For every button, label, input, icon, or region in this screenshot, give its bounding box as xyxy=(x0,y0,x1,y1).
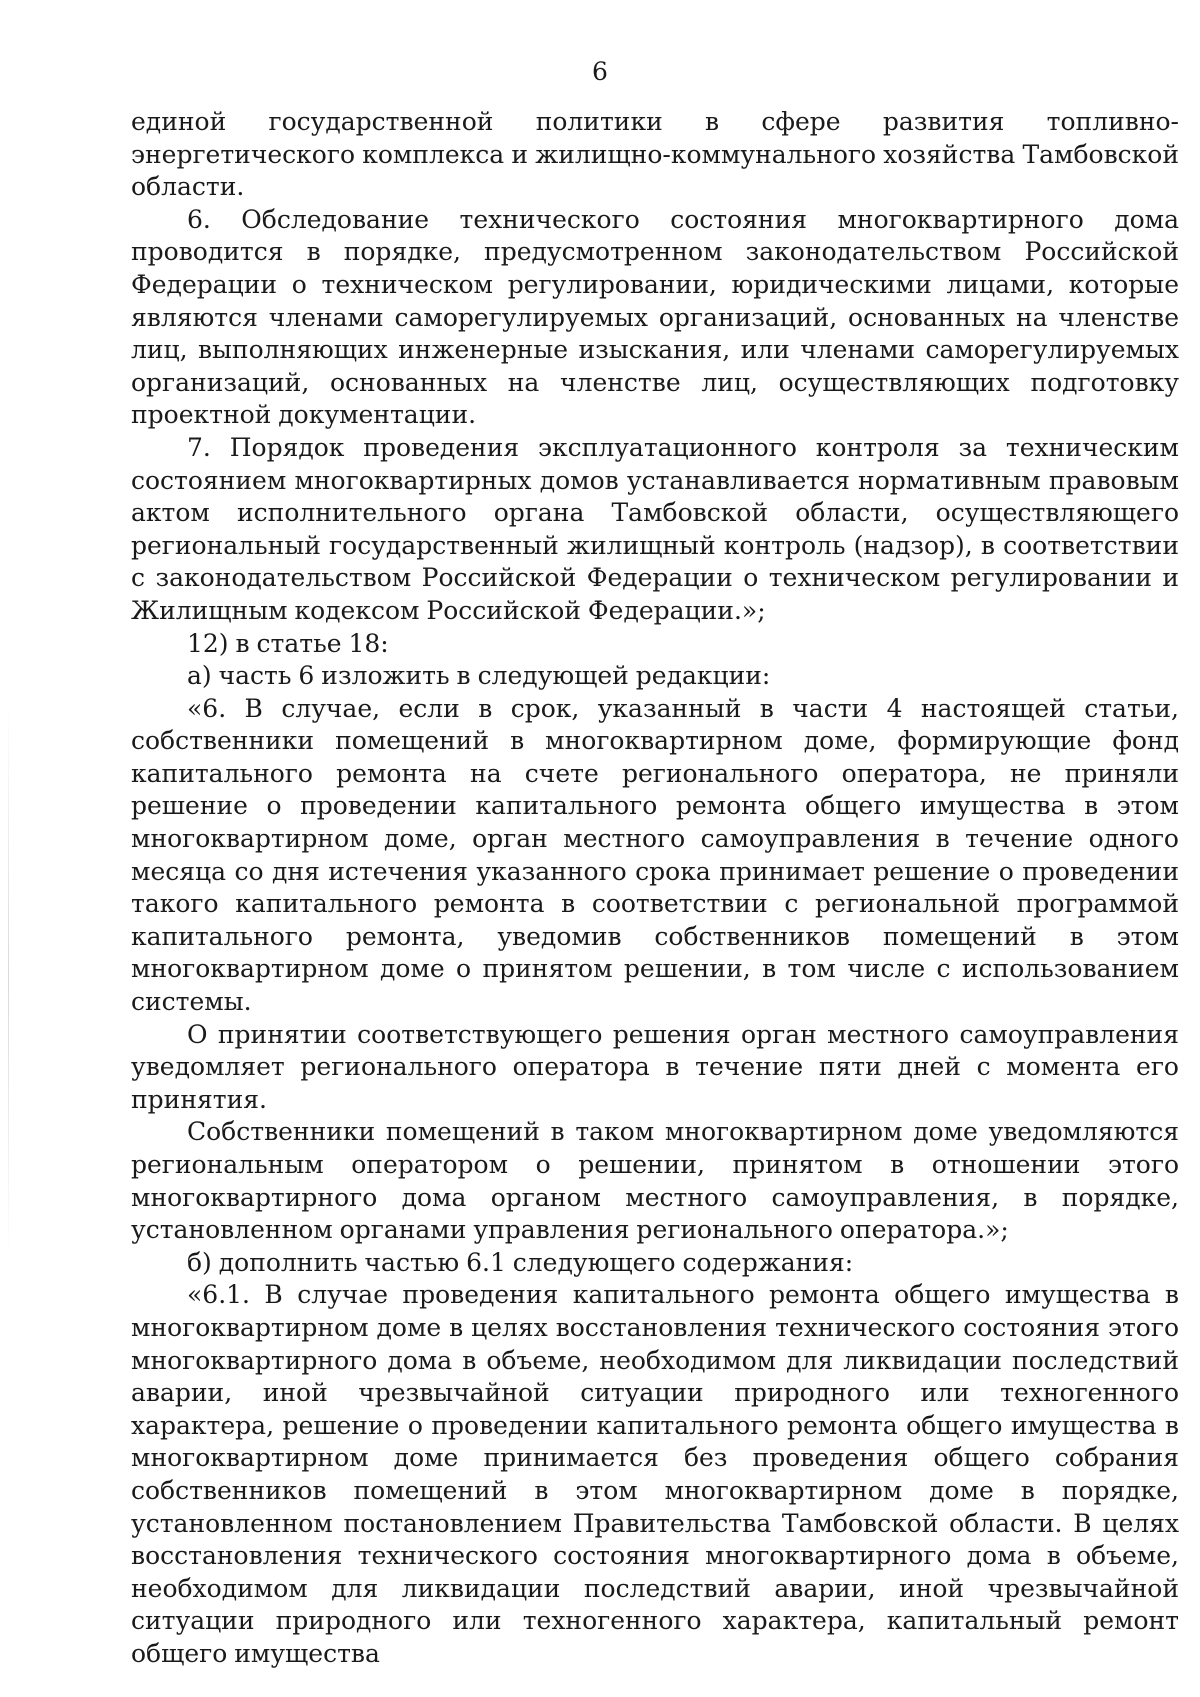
paragraph-item-6: 6. Обследование технического состояния многоквартирного дома проводится в порядке, предусмотренном законодательством Российской Федерации о техническом регулировании, юридическими лицами, которые являются членами саморегулируемых организаций, основанных на членстве лиц, выполняющих инженерные изыскания, или членами саморегулируемых организаций, основанных на членстве лиц, осуществляющих подготовку проектной документации. xyxy=(131,204,1179,430)
paragraph-subitem-a: а) часть 6 изложить в следующей редакции: xyxy=(187,661,771,691)
scan-edge-line xyxy=(8,700,9,1260)
paragraph-part-6: «6. В случае, если в срок, указанный в части 4 настоящей статьи, собственники помещений в многоквартирном доме, формирующие фонд капитального ремонта на счете регионального оператора, не приняли решение о проведении капитального ремонта общего имущества в этом многоквартирном доме, орган местного самоуправления в течение одного месяца со дня истечения указанного срока принимает решение о проведении такого капитального ремонта в соответствии с региональной программой капитального ремонта, уведомив собственников помещений в этом многоквартирном доме о принятом решении, в том числе с использованием системы. xyxy=(131,693,1179,1017)
paragraph-item-12: 12) в статье 18: xyxy=(187,628,389,658)
paragraph-notification: О принятии соответствующего решения орган местного самоуправления уведомляет регионального оператора в течение пяти дней с момента его принятия. xyxy=(131,1019,1179,1114)
paragraph-subitem-b: б) дополнить частью 6.1 следующего содержания: xyxy=(187,1247,854,1277)
page-number: 6 xyxy=(592,57,608,86)
document-body xyxy=(131,106,1179,1671)
paragraph-item-7: 7. Порядок проведения эксплуатационного контроля за техническим состоянием многоквартирных домов устанавливается нормативным правовым актом исполнительного органа Тамбовской области, осуществляющего региональный государственный жилищный контроль (надзор), в соответствии с законодательством Российской Федерации о техническом регулировании и Жилищным кодексом Российской Федерации.»; xyxy=(131,432,1179,625)
paragraph-owners-notified: Собственники помещений в таком многоквартирном доме уведомляются региональным оператором о решении, принятом в отношении этого многоквартирного дома органом местного самоуправления, в порядке, установленном органами управления регионального оператора.»; xyxy=(131,1117,1179,1245)
paragraph-part-6-1: «6.1. В случае проведения капитального ремонта общего имущества в многоквартирном доме в целях восстановления технического состояния этого многоквартирного дома в объеме, необходимом для ликвидации последствий аварии, иной чрезвычайной ситуации природного или техногенного характера, решение о проведении капитального ремонта общего имущества в многоквартирном доме принимается без проведения общего собрания собственников помещений в этом многоквартирном доме в порядке, установленном постановлением Правительства Тамбовской области. В целях восстановления технического состояния многоквартирного дома в объеме, необходимом для ликвидации последствий аварии, иной чрезвычайной ситуации природного или техногенного характера, капитальный ремонт общего имущества xyxy=(131,1280,1179,1668)
paragraph-continuation: единой государственной политики в сфере развития топливно-энергетического комплекса и жилищно-коммунального хозяйства Тамбовской области. xyxy=(131,107,1179,202)
